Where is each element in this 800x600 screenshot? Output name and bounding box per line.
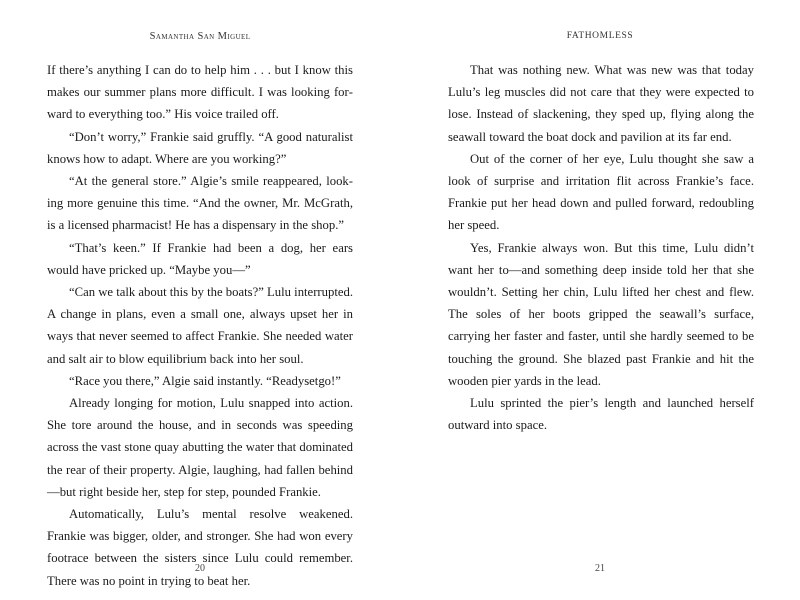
paragraph: “At the general store.” Algie’s smile reappeared, looking more genuine this time. “And the owner, Mr. McGrath, is a licensed pharmacist! He has a dispensary in the shop.” [47,174,353,233]
paragraph: Yes, Frankie always won. But this time, Lulu didn’t want her to—and something deep inside told her that she wouldn’t. Setting her chin, Lulu lifted her chest and flew. The soles of her boots gripped the seawall’s surface, carrying her faster and faster, until she hardly seemed to be touching the ground. She blazed past Frankie and hit the wooden pier yards in the lead. [448,240,754,388]
right-page-body [448,59,754,436]
paragraph: If there’s anything I can do to help him . . . but I know this makes our summer plans more difficult. I was looking forward to everything too.” His voice trailed off. [47,63,353,122]
page-number-right: 21 [595,563,605,574]
running-head-title: FATHOMLESS [566,31,634,41]
paragraph: Lulu sprinted the pier’s length and launched herself outward into space. [448,396,754,433]
page-number-left: 20 [195,563,205,574]
paragraph: That was nothing new. What was new was that today Lulu’s leg muscles did not care that they were expected to lose. Instead of slackening, they sped up, flying along the seawall toward the boat dock and pavilion at its far end. [448,63,754,144]
paragraph: Already longing for motion, Lulu snapped into action. She tore around the house, and in seconds was speeding across the vast stone quay abutting the water that dominated the rear of their property. Algie, laughing, had fallen behind—but right beside her, step for step, pounded Frankie. [47,396,353,499]
paragraph: Out of the corner of her eye, Lulu thought she saw a look of surprise and irritation flit across Frankie’s face. Frankie put her head down and pulled forward, redoubling her speed. [448,151,754,233]
paragraph: “Don’t worry,” Frankie said gruffly. “A good naturalist knows how to adapt. Where are you working?” [47,129,353,166]
paragraph: “Can we talk about this by the boats?” Lulu interrupted. A change in plans, even a small one, always upset her in ways that never seemed to affect Frankie. She needed water and salt air to blow equilibrium back into her soul. [47,285,353,366]
paragraph: “That’s keen.” If Frankie had been a dog, her ears would have pricked up. “Maybe you—” [47,240,353,277]
right-page [400,0,800,600]
left-page-body [47,59,353,592]
paragraph: Automatically, Lulu’s mental resolve weakened. Frankie was bigger, older, and stronger. She had won every footrace between the sisters since Lulu could remember. There was no point in trying to beat her. [47,507,353,588]
paragraph: “Race you there,” Algie said instantly. “Readysetgo!” [69,373,341,388]
running-head-author: Samantha San Miguel [149,31,251,42]
